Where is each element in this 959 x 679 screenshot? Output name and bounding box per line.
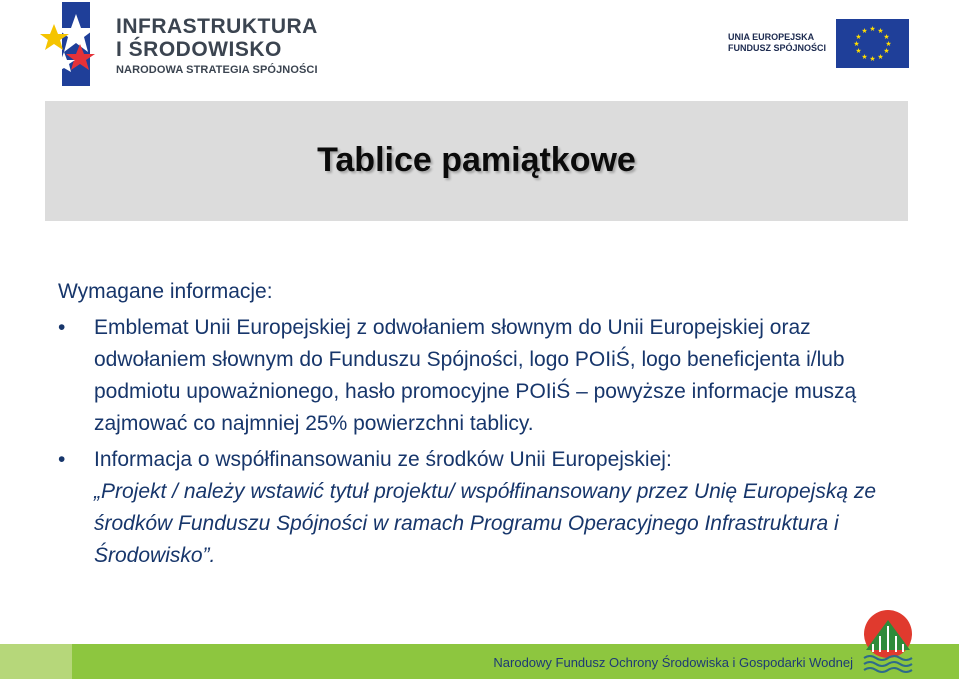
- footer-bar: [0, 644, 959, 679]
- svg-text:★: ★: [885, 39, 892, 48]
- title-band: [45, 101, 908, 221]
- nfosigw-logo-icon: [860, 610, 916, 674]
- slide-title: Tablice pamiątkowe: [317, 141, 636, 179]
- logo-line-2: I ŚRODOWISKO: [116, 38, 282, 61]
- bullet-italic-2: „Projekt / należy wstawić tytuł projektu/ współfinansowany przez Unię Europejską ze środków Funduszu Spójności w ramach Programu Operacyjnego Infrastruktura i Środowisko”.: [94, 480, 877, 567]
- eu-logo-line-2: FUNDUSZ SPÓJNOŚCI: [727, 43, 826, 53]
- bullet-list: [58, 312, 888, 572]
- svg-text:★: ★: [883, 46, 890, 55]
- bullet-text-2: Informacja o współfinansowaniu ze środków Unii Europejskiej:: [94, 448, 672, 471]
- bullet-icon: •: [58, 316, 66, 339]
- logo-line-3: NARODOWA STRATEGIA SPÓJNOŚCI: [116, 64, 318, 76]
- slide-content: [58, 276, 888, 572]
- eu-logo-text: [728, 32, 826, 54]
- bullet-item-2: [58, 444, 888, 572]
- svg-text:★: ★: [869, 24, 876, 33]
- eu-logo-line-1: UNIA EUROPEJSKA: [727, 32, 815, 42]
- svg-text:★: ★: [853, 39, 860, 48]
- svg-text:★: ★: [877, 26, 884, 35]
- svg-text:★: ★: [883, 32, 890, 41]
- bullet-icon: •: [58, 448, 66, 471]
- eu-logo: [728, 19, 909, 67]
- logo-line-1: INFRASTRUKTURA: [116, 15, 318, 38]
- bullet-text-1: Emblemat Unii Europejskiej z odwołaniem słownym do Unii Europejskiej oraz odwołaniem słownym do Funduszu Spójności, logo POIiŚ, logo beneficjenta i/lub podmiotu upoważnionego, hasło promocyjne POIiŚ – powyższe informacje muszą zajmować co najmniej 25% powierzchni tablicy.: [94, 316, 857, 435]
- svg-text:★: ★: [861, 52, 868, 61]
- eu-flag-icon: [836, 19, 909, 68]
- intro-text: Wymagane informacje:: [58, 280, 273, 303]
- star-emblem-icon: [40, 2, 112, 86]
- svg-text:★: ★: [855, 46, 862, 55]
- bullet-item-1: [58, 312, 888, 440]
- footer-accent: [0, 644, 72, 679]
- svg-text:★: ★: [861, 26, 868, 35]
- svg-text:★: ★: [855, 32, 862, 41]
- footer-text: Narodowy Fundusz Ochrony Środowiska i Gospodarki Wodnej: [493, 655, 853, 670]
- svg-text:★: ★: [869, 54, 876, 63]
- eu-stars-icon: [836, 19, 909, 68]
- svg-text:★: ★: [877, 52, 884, 61]
- program-logo: [40, 2, 330, 86]
